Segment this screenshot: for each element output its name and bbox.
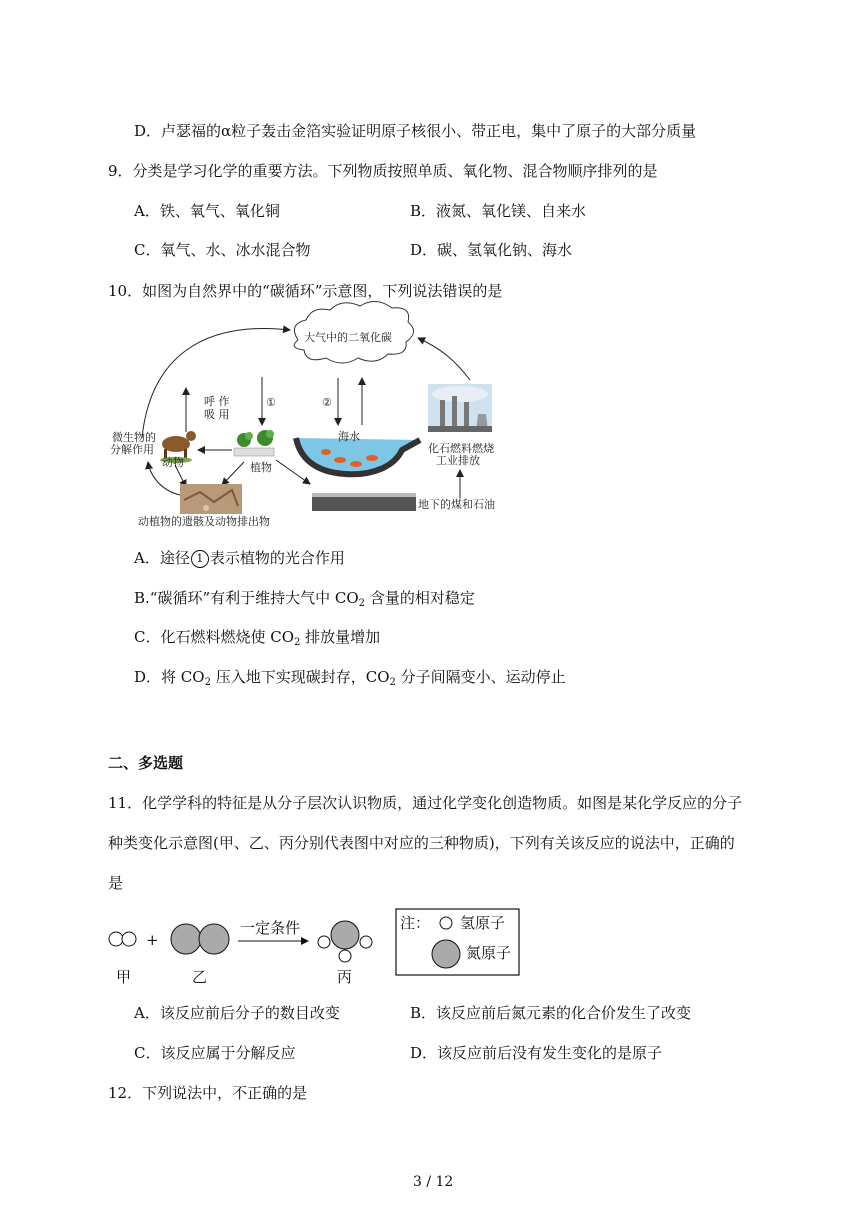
legend-h-icon	[440, 917, 452, 929]
molecule-yi	[171, 924, 229, 954]
q8-option-d: D．卢瑟福的α粒子轰击金箔实验证明原子核很小、带正电，集中了原子的大部分质量	[134, 122, 697, 140]
q9-stem: 9．分类是学习化学的重要方法。下列物质按照单质、氧化物、混合物顺序排列的是	[108, 162, 658, 180]
q10-option-a: A．途径 1 表示植物的光合作用	[134, 549, 345, 567]
fossil-label-1: 化石燃料燃烧	[428, 442, 494, 455]
legend-n-label: 氮原子	[466, 944, 512, 962]
fossil-label-2: 工业排放	[436, 454, 480, 467]
q9-option-d: D．碳、氢氧化钠、海水	[410, 241, 573, 259]
q11-stem-line3: 是	[108, 874, 124, 892]
respiration-label-2: 吸 用	[204, 408, 230, 421]
section-heading: 二、多选题	[108, 754, 184, 772]
microbe-label-1: 微生物的	[112, 431, 156, 444]
legend-h-label: 氢原子	[460, 914, 506, 932]
label-bing: 丙	[337, 968, 353, 986]
coal-label: 地下的煤和石油	[418, 498, 495, 511]
animal-label: 动物	[162, 456, 184, 469]
q12-stem: 12．下列说法中，不正确的是	[108, 1084, 308, 1102]
q9-option-c: C．氧气、水、冰水混合物	[134, 241, 311, 259]
q10-option-d: D．将 $CO_2$ 压入地下实现碳封存，$CO_2$ 分子间隔变小、运动停止	[134, 668, 566, 688]
q11-option-a: A．该反应前后分子的数目改变	[134, 1004, 340, 1022]
label-yi: 乙	[192, 968, 208, 986]
q11-option-d: D．该反应前后没有发生变化的是原子	[410, 1044, 663, 1062]
legend-note: 注：	[400, 914, 431, 932]
path1-label: ①	[266, 396, 276, 409]
condition-label: 一定条件	[240, 919, 301, 937]
path1-circle: 1	[191, 550, 209, 568]
page-number: 3 / 12	[413, 1174, 454, 1190]
q10-option-c: C．化石燃料燃烧使 $CO_2$ 排放量增加	[134, 628, 381, 648]
respiration-label-1: 呼 作	[204, 395, 230, 408]
molecule-jia	[109, 932, 136, 946]
q11-stem-line2: 种类变化示意图(甲、乙、丙分别代表图中对应的三种物质)，下列有关该反应的说法中，正确的	[108, 834, 735, 852]
path2-label: ②	[322, 396, 332, 409]
plant-label: 植物	[250, 461, 272, 474]
q9-option-a: A．铁、氧气、氧化铜	[134, 202, 280, 220]
q10-option-b: B.“碳循环”有利于维持大气中 $CO_2$ 含量的相对稳定	[134, 589, 475, 609]
microbe-label-2: 分解作用	[110, 443, 154, 456]
plus-sign: +	[146, 931, 159, 949]
q9-option-b: B．液氮、氧化镁、自来水	[410, 202, 587, 220]
q11-stem-line1: 11．化学学科的特征是从分子层次认识物质，通过化学变化创造物质。如图是某化学反应的分子	[108, 794, 743, 812]
sea-label: 海水	[338, 430, 360, 443]
q10-stem: 10．如图为自然界中的“碳循环”示意图，下列说法错误的是	[108, 282, 503, 300]
molecule-bing	[318, 921, 372, 962]
remains-label: 动植物的遗骸及动物排出物	[138, 515, 270, 528]
label-jia: 甲	[116, 968, 132, 986]
cloud-label: 大气中的二氧化碳	[304, 331, 392, 344]
q11-option-b: B．该反应前后氮元素的化合价发生了改变	[410, 1004, 692, 1022]
legend-n-icon	[432, 940, 460, 968]
q11-option-c: C．该反应属于分解反应	[134, 1044, 296, 1062]
